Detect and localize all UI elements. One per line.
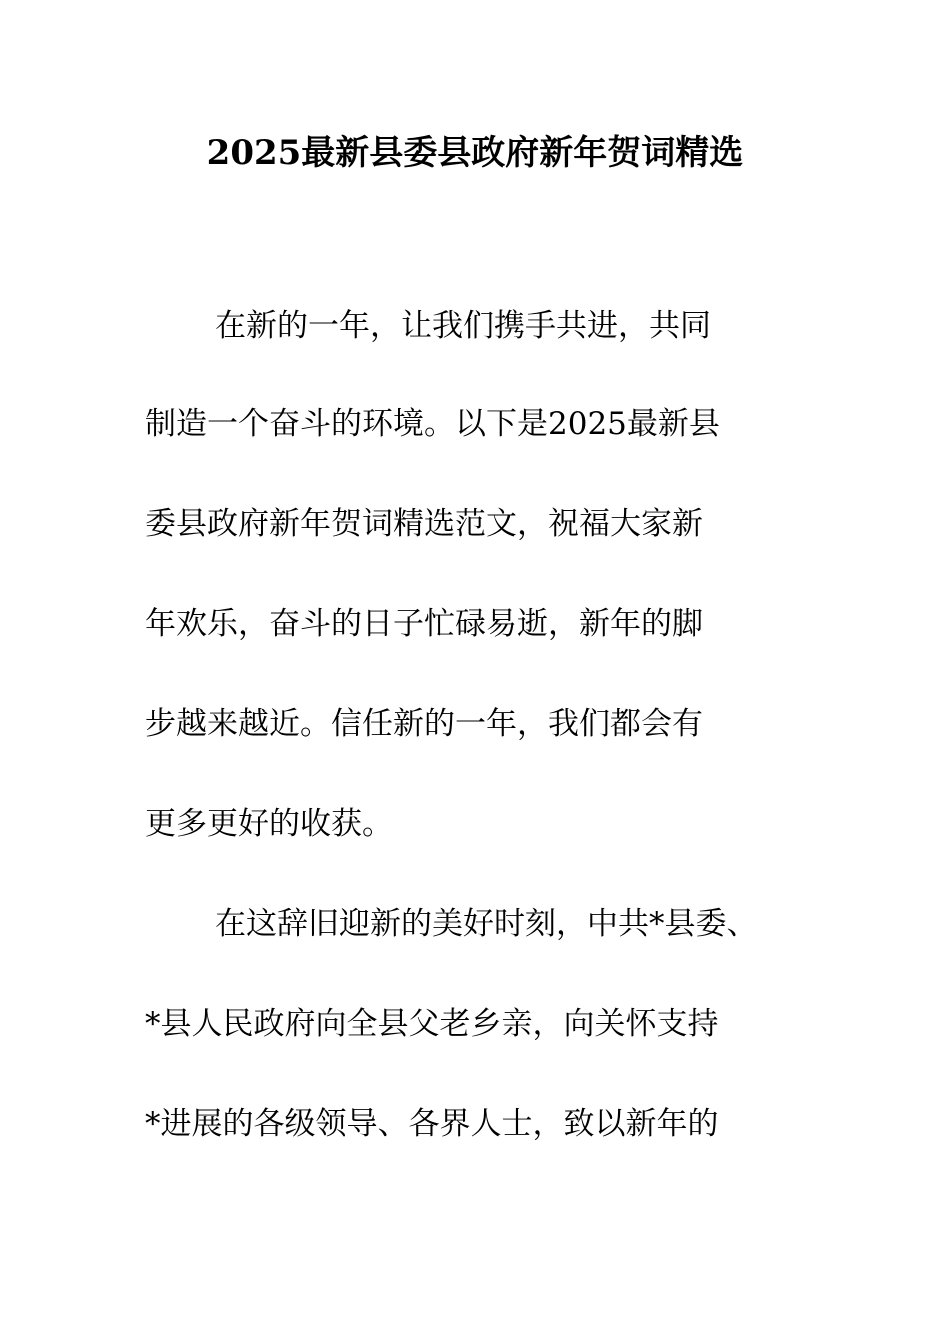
paragraph-line: 年欢乐，奋斗的日子忙碌易逝，新年的脚	[145, 606, 703, 642]
paragraph-line: *进展的各级领导、各界人士，致以新年的	[145, 1106, 719, 1142]
paragraph-line: *县人民政府向全县父老乡亲，向关怀支持	[145, 1006, 719, 1042]
document-title: 2025最新县委县政府新年贺词精选	[206, 133, 744, 173]
paragraph-line: 步越来越近。信任新的一年，我们都会有	[145, 706, 703, 742]
paragraph-line: 更多更好的收获。	[145, 806, 393, 842]
paragraph-line: 在新的一年，让我们携手共进，共同	[215, 308, 711, 344]
paragraph-line: 委县政府新年贺词精选范文，祝福大家新	[145, 506, 703, 542]
paragraph-line: 制造一个奋斗的环境。以下是2025最新县	[145, 406, 720, 442]
paragraph-line: 在这辞旧迎新的美好时刻，中共*县委、	[215, 906, 758, 942]
